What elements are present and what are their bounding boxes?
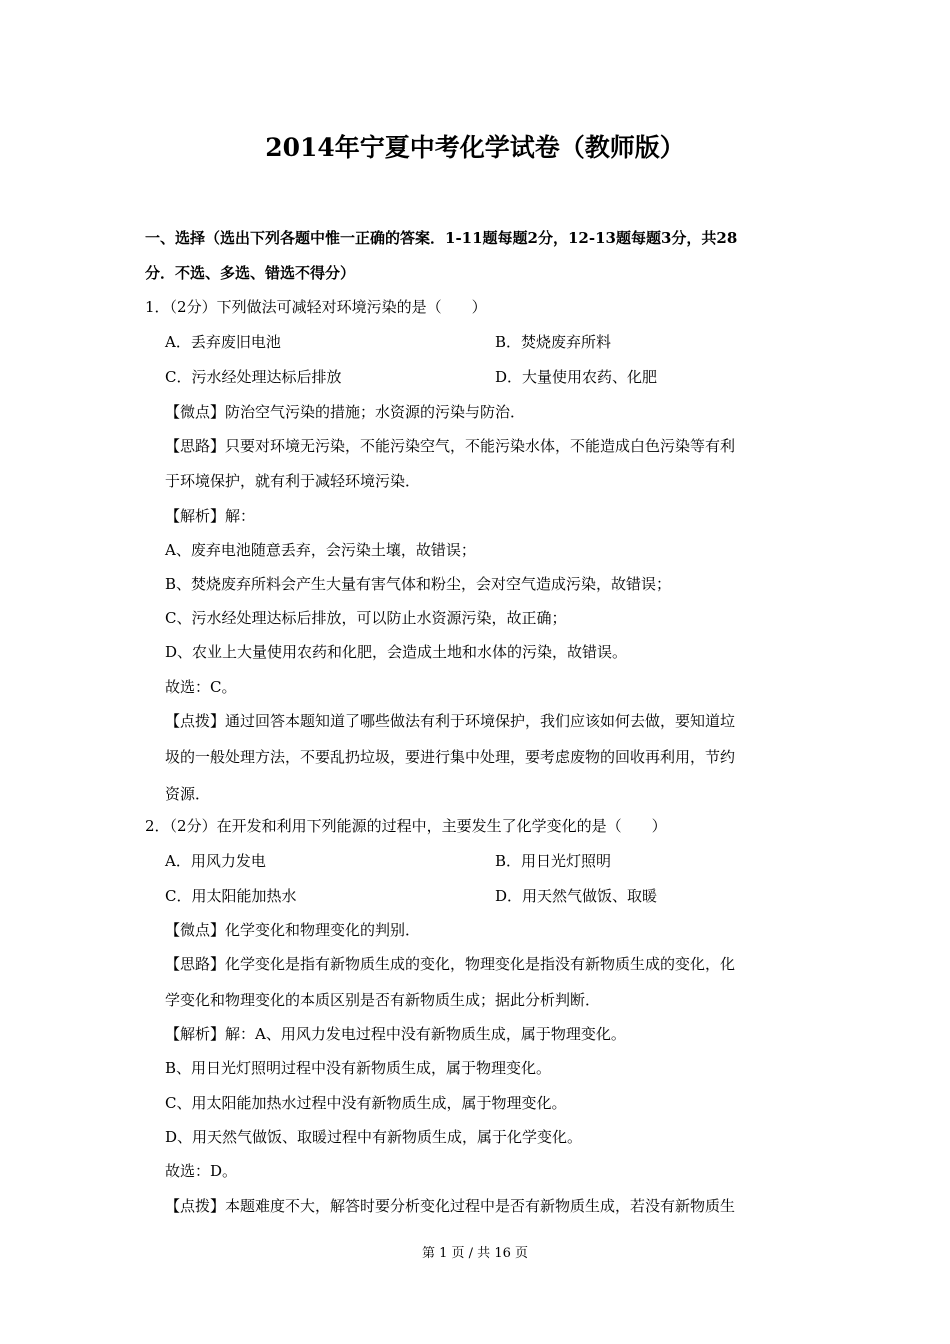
q2-analysis-b: B、用日光灯照明过程中没有新物质生成，属于物理变化。 (165, 1059, 552, 1077)
section-heading-line2: 分．不选、多选、错选不得分） (145, 264, 356, 282)
q2-analysis-d: D、用天然气做饭、取暖过程中有新物质生成，属于化学变化。 (165, 1128, 583, 1146)
q1-comment-line2: 圾的一般处理方法，不要乱扔垃圾，要进行集中处理，要考虑废物的回收再利用，节约 (165, 748, 736, 766)
q1-key-point: 【微点】防治空气污染的措施；水资源的污染与防治． (165, 403, 526, 421)
q2-analysis-a: 【解析】解：A、用风力发电过程中没有新物质生成，属于物理变化。 (165, 1025, 626, 1043)
q2-option-a: A．用风力发电 (165, 852, 266, 870)
q2-option-c: C．用太阳能加热水 (165, 887, 297, 905)
q1-comment-line1: 【点拨】通过回答本题知道了哪些做法有利于环境保护，我们应该如何去做，要知道垃 (165, 712, 736, 730)
q1-approach-line2: 于环境保护，就有利于减轻环境污染． (165, 472, 421, 490)
q2-approach-line2: 学变化和物理变化的本质区别是否有新物质生成；据此分析判断． (165, 991, 601, 1009)
q1-option-a: A．丢弃废旧电池 (165, 333, 281, 351)
q1-answer: 故选：C。 (165, 678, 237, 696)
q2-comment-line1: 【点拨】本题难度不大，解答时要分析变化过程中是否有新物质生成，若没有新物质生 (165, 1197, 736, 1215)
q1-stem: 1．（2分）下列做法可减轻对环境污染的是（ ） (145, 298, 487, 316)
q2-option-b: B．用日光灯照明 (495, 852, 612, 870)
q1-analysis-d: D、农业上大量使用农药和化肥，会造成土地和水体的污染，故错误。 (165, 643, 628, 661)
q2-stem: 2．（2分）在开发和利用下列能源的过程中，主要发生了化学变化的是（ ） (145, 817, 667, 835)
q1-analysis-b: B、焚烧废弃所料会产生大量有害气体和粉尘，会对空气造成污染，故错误； (165, 575, 672, 593)
q2-analysis-c: C、用太阳能加热水过程中没有新物质生成，属于物理变化。 (165, 1094, 567, 1112)
q1-analysis-a: A、废弃电池随意丢弃，会污染土壤，故错误； (165, 541, 476, 559)
q2-key-point: 【微点】化学变化和物理变化的判别． (165, 921, 421, 939)
q1-comment-line3: 资源． (165, 785, 211, 803)
q1-analysis-label: 【解析】解： (165, 507, 256, 525)
q2-approach-line1: 【思路】化学变化是指有新物质生成的变化，物理变化是指没有新物质生成的变化，化 (165, 955, 736, 973)
q2-option-d: D．用天然气做饭、取暖 (495, 887, 658, 905)
page-title: 2014年宁夏中考化学试卷（教师版） (265, 133, 685, 162)
section-heading-line1: 一、选择（选出下列各题中惟一正确的答案．1-11题每题2分，12-13题每题3分，共28 (145, 229, 738, 247)
q1-option-b: B．焚烧废弃所料 (495, 333, 612, 351)
q1-analysis-c: C、污水经处理达标后排放，可以防止水资源污染，故正确； (165, 609, 567, 627)
q1-option-c: C．污水经处理达标后排放 (165, 368, 342, 386)
q2-answer: 故选：D。 (165, 1162, 238, 1180)
q1-option-d: D．大量使用农药、化肥 (495, 368, 658, 386)
page-footer: 第 1 页 / 共 16 页 (422, 1246, 528, 1261)
q1-approach-line1: 【思路】只要对环境无污染，不能污染空气，不能污染水体，不能造成白色污染等有利 (165, 437, 736, 455)
